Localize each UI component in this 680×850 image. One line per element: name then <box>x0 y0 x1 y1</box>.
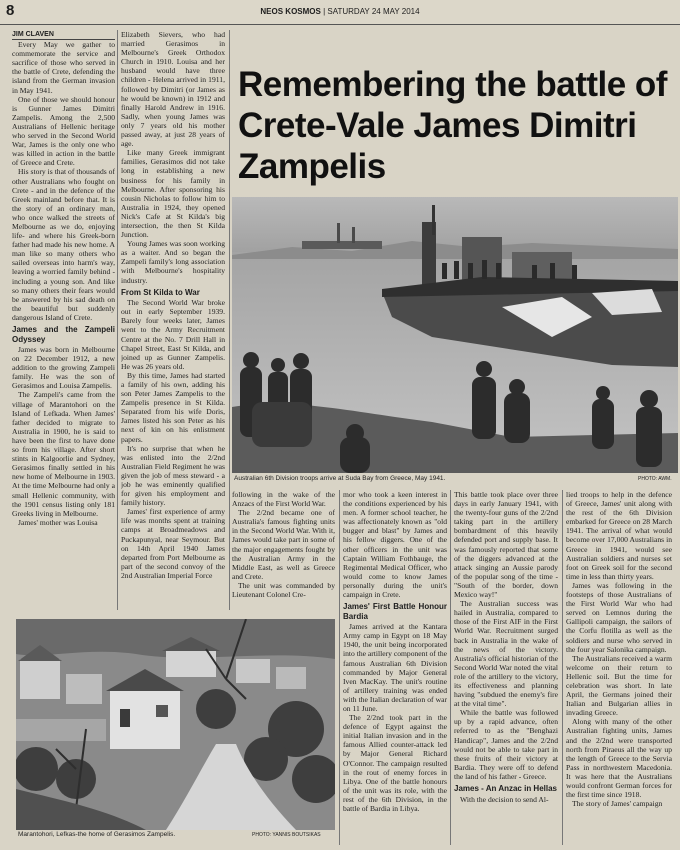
paragraph: It's no surprise that when he was enlisted into the 2/2nd Australian Field Regiment he was given the job of mess steward - a job he was eminently qualified for given his employment and family history. <box>121 443 225 508</box>
paragraph: Like many Greek immigrant families, Gerasimos did not take long in establishing a new business for his family in Melbourne. After sponsoring his cousin Nicholas to follow him to Australia in 1924, they opened Nick's Cafe at St Kilda's big intersection, the then St Kilda Junction. <box>121 148 225 240</box>
paragraph: The Second World War broke out in early September 1939. Barely four weeks later, James went to the Army Recruitment Centre at the No. 7 Drill Hall in Chapel Street, East St Kilda, and joined up as Gunner Zampelis. He was 26 years old. <box>121 298 225 371</box>
column-divider <box>229 30 230 610</box>
photo-marantohori-village <box>16 619 335 830</box>
article-column-5 <box>454 490 558 846</box>
column-divider <box>339 490 340 845</box>
paragraph: While the battle was followed up by a rapid advance, often referred to as the "Benghazi Handicap", James and the 2/2nd would not be able to take part in these fruits of their victory at Bardia. They were off to defend the land of his father - Greece. <box>454 708 558 781</box>
article-column-4 <box>343 490 447 846</box>
paragraph: The Australian success was hailed in Australia, compared to those of the First AIF in the First World War. Recruitment surged back in Australia in the wake of the news of the victory. Australia's official historian of the Second World War noted the vital role of the artillery to the victory, its effectiveness and planning having "subdued the enemy's fire at the vital time". <box>454 599 558 709</box>
paragraph: The 2/2nd took part in the defence of Egypt against the initial Italian invasion and in the famous Allied counter-attack led by Major General Richard O'Connor. The campaign resulted in the rout of enemy forces in Libya. One of the battle honours of the unit was its role, with the rest of the 6th Division, in the battle of Bardia in Libya. <box>343 713 447 813</box>
paragraph: following in the wake of the Anzacs of the First World War. <box>232 490 335 509</box>
article-column-1 <box>12 30 115 612</box>
paragraph: lied troops to help in the defence of Greece, James' unit along with the rest of the 6th Division embarked for Greece on 28 March 1941. The arrival of what would become over 17,000 Australians in Greece in 1941, would see Australian soldiers and nurses set foot on Greek soil for the second time in less than thirty years. <box>566 490 672 581</box>
photo-caption: Marantohori, Lefkas-the home of Gerasimos Zampelis. <box>18 831 176 838</box>
paragraph: The Zampeli's came from the village of Marantohori on the Island of Lefkada. When James' father decided to migrate to Australia in 1900, he is said to have been the first to have done so from his village. After short stints in Kalgoorlie and Sydney, Gerasimos finally settled in his new home of Melbourne in 1903. At the time Melbourne had only a small Hellenic community, with the 1901 census listing only 181 Greeks living in Melbourne. <box>12 390 115 518</box>
paragraph: This battle took place over three days in early January 1941, with the twenty-four guns of the 2/2nd taking part in the artillery bombardment of this heavily defended port and supply base. It was famously reported that some of the diggers advanced at the attack singing an Aussie parody of the popular song of the time - "South of the border, down Mexico way!" <box>454 490 558 600</box>
publication-name: NEOS KOSMOS <box>260 7 321 16</box>
paragraph: With the decision to send Al- <box>460 794 549 804</box>
paragraph: James' mother was Louisa <box>18 517 98 527</box>
paragraph: Elizabeth Sievers, who had married Gerasimos in Melbourne's Greek Orthodox Church in 1910. Louisa and her husband would have three children - Helena arrived in 1911, followed by Dimitri (or James as he would be known) in 1912 and finally Harold Andrew in 1916. Sadly, when young James was only 7 years old his mother passed away, at just 28 years of age. <box>121 30 225 149</box>
paragraph: The unit was commanded by Lieutenant Colonel Cre- <box>232 580 335 600</box>
paragraph: James arrived at the Kantara Army camp in Egypt on 18 May 1940, the unit being incorporated into the artillery component of the famous Australian 6th Division commanded by Major General Iven MacKay. The unit's routine of artillery training was ended with the Italian declaration of war on 11 June. <box>343 622 447 713</box>
column-divider <box>117 30 118 610</box>
paragraph: By this time, James had started a family of his own, adding his son Peter James Zampelis to the Zampelis presence in St Kilda. Separated from his wife Doris, James listed his son Peter as his next of kin on his enlistment papers. <box>121 370 225 444</box>
photo-troops-suda-bay <box>232 197 678 473</box>
subheading: James - An Anzac in Hellas <box>454 784 557 793</box>
subheading: James and the Zampeli Odyssey <box>12 325 115 344</box>
paragraph: James was following in the footsteps of those Australians of the First World War who had served on Lemnos during the Gallipoli campaign, the sailors of the Corfu flotilla as well as the soldiers and nurse who served in the four year Salonika campaign. <box>566 580 672 654</box>
paragraph: James was born in Melbourne on 22 December 1912, a new addition to the growing Zampeli family. He was the son of Gerasimos and Louisa Zampelis. <box>12 345 115 391</box>
publication-date: SATURDAY 24 MAY 2014 <box>327 7 420 16</box>
publication-line: NEOS KOSMOS | SATURDAY 24 MAY 2014 <box>260 7 420 16</box>
photo-caption: Australian 6th Division troops arrive at Suda Bay from Greece, May 1941. <box>234 475 446 482</box>
paragraph: James' first experience of army life was months spent at training camps at Broadmeadows and Puckapunyal, near Seymour. But on 14th April 1940 James departed from Port Melbourne as part of the second convoy of the 2nd Australian Imperial Force <box>121 507 225 580</box>
paragraph: His story is that of thousands of other Australians who fought on Crete - and in the defence of the Greek mainland before that. It is the story of an ordinary man, who once walked the streets of Melbourne as we do, enjoying life- and where his Greek-born father had made his new home. A man like so many others who sailed overseas into harm's way, leaving a worried family behind - including a young son. And like so many others their fears would be answered by his sad death on the beautiful but suddenly dangerous Island of Crete. <box>12 167 115 322</box>
paragraph: One of those we should honour is Gunner James Dimitri Zampelis. Among the 2,500 Australians of Hellenic heritage who served in the Second World War, James is the only one who was killed in action in the battle of Greece and Crete. <box>12 94 115 168</box>
paragraph: mor who took a keen interest in the conditions experienced by his men. A former school teacher, he was affectionately known as "old bugger and blast" by James and his fellow diggers. One of the other officers in the unit was Captain William Fothbauge, the Regimental Medical Officer, who would come to know James personally during the unit's campaign in Crete. <box>343 490 447 600</box>
byline: JIM CLAVEN <box>12 30 115 40</box>
page-header <box>0 0 680 25</box>
article-column-6 <box>566 490 672 846</box>
paragraph: Every May we gather to commemorate the service and sacrifice of those who served in the battle of Crete, defending the island from the German invasion in May 1941. <box>12 40 115 95</box>
article-headline: Remembering the battle of Crete-Vale James Dimitri Zampelis <box>238 65 667 186</box>
subheading: From St Kilda to War <box>121 287 200 297</box>
page-number: 8 <box>6 2 15 19</box>
troops-photo-image <box>232 197 678 473</box>
column-divider <box>562 490 563 845</box>
article-column-2 <box>121 30 225 612</box>
paragraph: The story of James' campaign <box>572 799 663 809</box>
paragraph: The 2/2nd became one of Australia's famous fighting units in the Second World War. With it, James would take part in some of the major engagements fought by the Australian Army in the Middle East, as well as Greece and Crete. <box>232 508 335 581</box>
paragraph: Young James was soon working as a waiter. And so began the Zampeli family's long association with Melbourne's hospitality industry. <box>121 239 225 285</box>
paragraph: Along with many of the other Australian fighting units, James and the 2/2nd were transported north from Piraeus all the way up the length of Greece to the Servia Pass in northwestern Macedonia. It was here that the Australians would confront German forces for the first time since 1918. <box>566 717 672 800</box>
paragraph: The Australians received a warm welcome on their return to Hellenic soil. But the time for celebration was short. In late April, the Germans joined their Italian and Bulgarian allies in invading Greece. <box>566 653 672 718</box>
photo-credit: PHOTO: YANNIS BOUTSIKAS <box>252 832 321 838</box>
village-photo-image <box>16 619 335 830</box>
article-column-3 <box>232 490 335 612</box>
photo-credit: PHOTO: AWM. <box>638 476 672 482</box>
column-divider <box>450 490 451 845</box>
subheading: James' First Battle Honour Bardia <box>343 602 447 621</box>
